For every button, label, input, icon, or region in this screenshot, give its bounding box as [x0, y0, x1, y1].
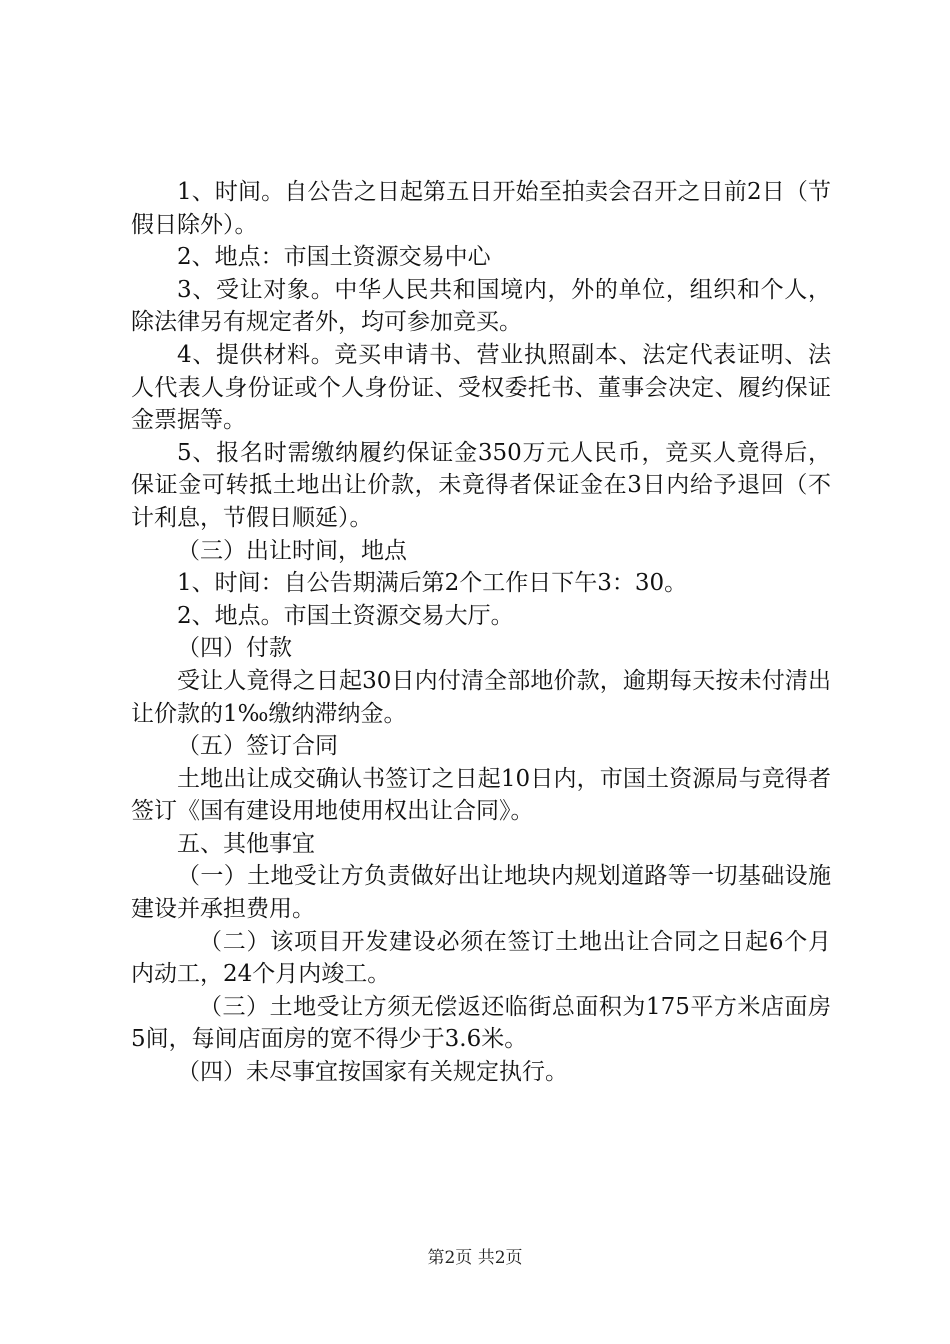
document-paragraph: 五、其他事宜 — [177, 830, 315, 857]
document-paragraph: （四）付款 — [177, 635, 292, 662]
document-paragraph: （三）出让时间，地点 — [177, 537, 407, 564]
document-paragraph: （二）该项目开发建设必须在签订土地出让合同之日起6个月内动工，24个月内竣工。 — [131, 928, 831, 988]
document-paragraph: 2、地点。市国土资源交易大厅。 — [177, 602, 514, 629]
document-paragraph: 1、时间：自公告期满后第2个工作日下午3：30。 — [177, 570, 688, 597]
document-paragraph: （一）土地受让方负责做好出让地块内规划道路等一切基础设施建设并承担费用。 — [131, 863, 831, 923]
document-paragraph: 2、地点：市国土资源交易中心 — [177, 244, 491, 271]
document-paragraph: 3、受让对象。中华人民共和国境内，外的单位，组织和个人，除法律另有规定者外，均可参加竞买。 — [131, 276, 831, 336]
document-paragraph: 受让人竟得之日起30日内付清全部地价款，逾期每天按未付清出让价款的1‰缴纳滞纳金。 — [131, 667, 831, 727]
document-paragraph: 5、报名时需缴纳履约保证金350万元人民币，竞买人竟得后，保证金可转抵土地出让价款，未竟得者保证金在3日内给予退回（不计利息，节假日顺延）。 — [131, 439, 831, 531]
document-paragraph: （三）土地受让方须无偿返还临街总面积为175平方米店面房5间，每间店面房的宽不得少于3.6米。 — [131, 993, 831, 1053]
document-paragraph: 土地出让成交确认书签订之日起10日内，市国土资源局与竞得者签订《国有建设用地使用权出让合同》。 — [131, 765, 831, 825]
document-paragraph: 1、时间。自公告之日起第五日开始至拍卖会召开之日前2日（节假日除外）。 — [131, 179, 831, 238]
document-paragraph: （四）未尽事宜按国家有关规定执行。 — [177, 1059, 568, 1086]
document-paragraph: 4、提供材料。竞买申请书、营业执照副本、法定代表证明、法人代表人身份证或个人身份证、受权委托书、董事会决定、履约保证金票据等。 — [131, 341, 831, 434]
document-paragraph: （五）签订合同 — [177, 733, 338, 760]
page-footer: 第2页 共2页 — [427, 1248, 523, 1268]
document-body — [131, 176, 831, 1089]
